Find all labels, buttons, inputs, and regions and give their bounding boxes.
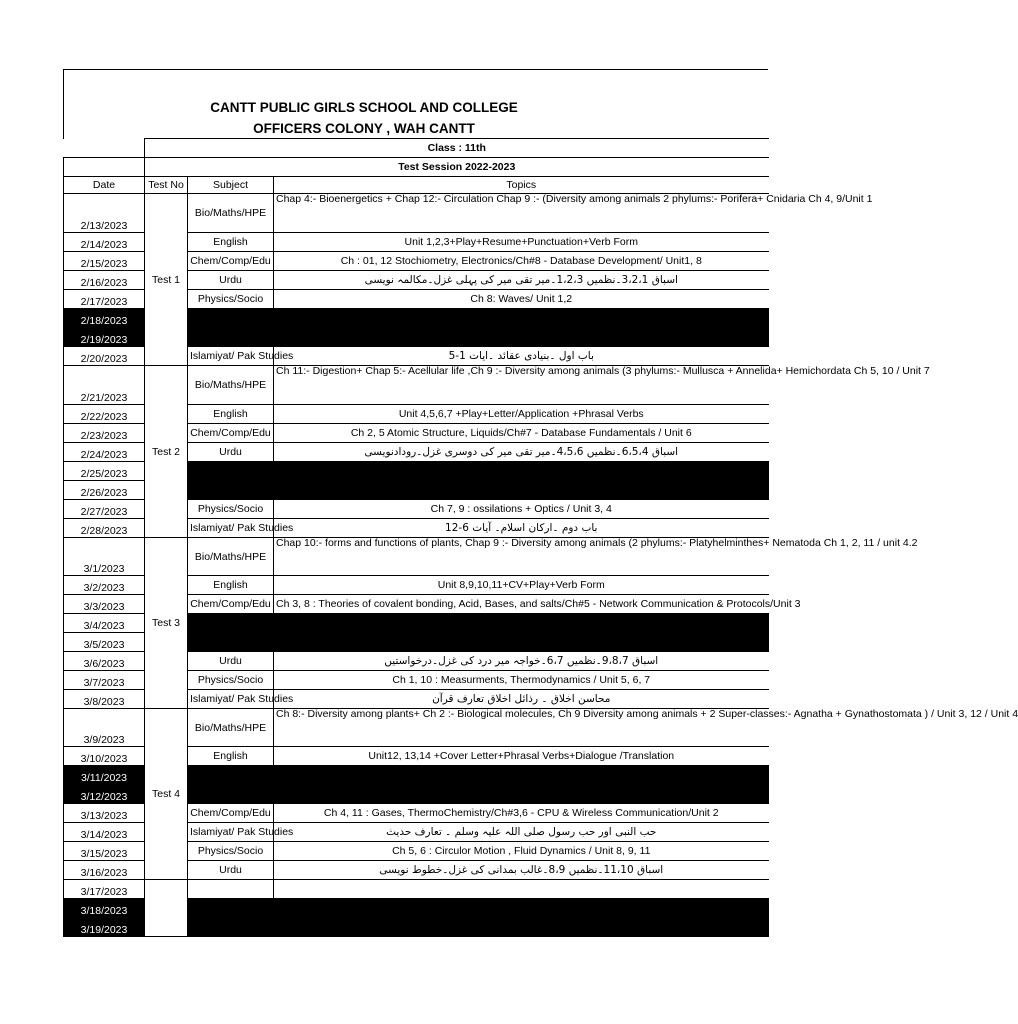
date-cell: 2/28/2023 xyxy=(64,519,145,538)
test-no-cell: Test 2 xyxy=(145,366,188,538)
title-block xyxy=(63,69,768,139)
subject-cell: Islamiyat/ Pak Studies xyxy=(188,690,274,709)
topic-cell: اسباق 3،2،1۔نظمیں 1،2،3۔میر تقی میر کی پہلی غزل۔مکالمہ نویسی xyxy=(274,271,769,290)
date-cell: 2/25/2023 xyxy=(64,462,145,481)
topic-cell: Ch 7, 9 : ossilations + Optics / Unit 3, 4 xyxy=(274,500,769,519)
topic-cell: اسباق 11،10۔نظمیں 8،9۔غالب بمدانی کی غزل۔خطوط نویسی xyxy=(274,861,769,880)
class-row xyxy=(64,139,769,158)
date-cell: 3/16/2023 xyxy=(64,861,145,880)
column-header-row xyxy=(64,177,769,194)
topic-cell: Unit12, 13,14 +Cover Letter+Phrasal Verbs+Dialogue /Translation xyxy=(274,747,769,766)
date-cell: 3/4/2023 xyxy=(64,614,145,633)
schedule-table xyxy=(63,138,1018,937)
topic-cell: Ch : 01, 12 Stochiometry, Electronics/Ch#8 - Database Development/ Unit1, 8 xyxy=(274,252,769,271)
topic-cell: Ch 2, 5 Atomic Structure, Liquids/Ch#7 - Database Fundamentals / Unit 6 xyxy=(274,424,769,443)
date-cell: 3/18/2023 xyxy=(64,899,145,918)
school-name: CANTT PUBLIC GIRLS SCHOOL AND COLLEGE xyxy=(210,100,518,115)
date-cell: 3/9/2023 xyxy=(64,709,145,747)
subject-cell: Bio/Maths/HPE xyxy=(188,709,274,747)
test-no-cell: Test 4 xyxy=(145,709,188,880)
subject-cell: Physics/Socio xyxy=(188,500,274,519)
subject-cell: Physics/Socio xyxy=(188,290,274,309)
subject-cell: Physics/Socio xyxy=(188,842,274,861)
date-cell: 3/11/2023 xyxy=(64,766,145,785)
topic-cell: Unit 8,9,10,11+CV+Play+Verb Form xyxy=(274,576,769,595)
holiday-block xyxy=(188,766,769,804)
topic-cell: اسباق 6،5،4۔نظمیں 4،5،6۔میر تقی میر کی دوسری غزل۔رودادنویسی xyxy=(274,443,769,462)
date-cell: 2/13/2023 xyxy=(64,194,145,233)
topic-cell xyxy=(274,880,769,899)
subject-cell: English xyxy=(188,233,274,252)
topic-cell: Chap 4:- Bioenergetics + Chap 12:- Circulation Chap 9 :- (Diversity among animals 2 phylums:- Porifera+ Cnidaria Ch 4, 9/Unit 1 xyxy=(274,194,769,233)
school-location: OFFICERS COLONY , WAH CANTT xyxy=(253,121,475,136)
date-cell: 2/15/2023 xyxy=(64,252,145,271)
date-cell: 2/16/2023 xyxy=(64,271,145,290)
subject-cell: English xyxy=(188,576,274,595)
date-cell: 3/5/2023 xyxy=(64,633,145,652)
date-cell: 3/6/2023 xyxy=(64,652,145,671)
date-cell: 3/8/2023 xyxy=(64,690,145,709)
subject-cell: Bio/Maths/HPE xyxy=(188,538,274,576)
topic-cell: باب دوم ۔ارکان اسلام۔ آیات 6-12 xyxy=(274,519,769,538)
date-cell: 2/19/2023 xyxy=(64,328,145,347)
topic-cell: باب اول ۔بنیادی عقائد ۔ایات 1-5 xyxy=(274,347,769,366)
date-cell: 2/20/2023 xyxy=(64,347,145,366)
topic-cell: Ch 8:- Diversity among plants+ Ch 2 :- Biological molecules, Ch 9 Diversity among animals + 2 Super-classes:- Agnatha + Gynathostomata ) / Unit 3, 12 / Unit 4 xyxy=(274,709,769,747)
date-cell: 3/10/2023 xyxy=(64,747,145,766)
date-cell: 2/21/2023 xyxy=(64,366,145,405)
date-cell: 3/7/2023 xyxy=(64,671,145,690)
subject-cell xyxy=(188,880,274,899)
table-row xyxy=(64,366,769,405)
date-cell: 2/18/2023 xyxy=(64,309,145,328)
topic-cell: Ch 8: Waves/ Unit 1,2 xyxy=(274,290,769,309)
table-row xyxy=(64,709,769,747)
topics-column-header: Topics xyxy=(274,177,769,194)
test-no-cell: Test 3 xyxy=(145,538,188,709)
session-row xyxy=(64,158,769,177)
test-no-column-header: Test No xyxy=(145,177,188,194)
date-cell: 2/14/2023 xyxy=(64,233,145,252)
subject-cell: Chem/Comp/Edu xyxy=(188,804,274,823)
subject-cell: Urdu xyxy=(188,861,274,880)
session-label: Test Session 2022-2023 xyxy=(145,158,769,177)
holiday-block xyxy=(188,309,769,347)
topic-cell: اسباق 9،8،7۔نظمیں 6،7۔خواجہ میر درد کی غزل۔درخواستیں xyxy=(274,652,769,671)
subject-cell: Islamiyat/ Pak Studies xyxy=(188,823,274,842)
subject-cell: Bio/Maths/HPE xyxy=(188,366,274,405)
subject-cell: English xyxy=(188,747,274,766)
test-no-cell: Test 1 xyxy=(145,194,188,366)
subject-column-header: Subject xyxy=(188,177,274,194)
table-row xyxy=(64,194,769,233)
date-cell: 3/13/2023 xyxy=(64,804,145,823)
date-cell: 3/2/2023 xyxy=(64,576,145,595)
date-cell: 3/15/2023 xyxy=(64,842,145,861)
subject-cell: Urdu xyxy=(188,652,274,671)
subject-cell: English xyxy=(188,405,274,424)
topic-cell: Ch 1, 10 : Measurments, Thermodynamics / Unit 5, 6, 7 xyxy=(274,671,769,690)
topic-cell: حب النبی اور حب رسول صلی اللہ علیہ وسلم ۔ تعارف حدیث xyxy=(274,823,769,842)
date-column-header: Date xyxy=(64,177,145,194)
subject-cell: Physics/Socio xyxy=(188,671,274,690)
date-cell: 3/17/2023 xyxy=(64,880,145,899)
date-cell: 3/19/2023 xyxy=(64,918,145,937)
topic-cell: Ch 5, 6 : Circulor Motion , Fluid Dynamics / Unit 8, 9, 11 xyxy=(274,842,769,861)
date-cell: 2/26/2023 xyxy=(64,481,145,500)
timetable-sheet xyxy=(63,69,1018,936)
topic-cell: Ch 11:- Digestion+ Chap 5:- Acellular life ,Ch 9 :- Diversity among animals (3 phylums:- Mullusca + Annelida+ Hemichordata Ch 5, 10 / Unit 7 xyxy=(274,366,769,405)
subject-cell: Chem/Comp/Edu xyxy=(188,424,274,443)
topic-cell: Chap 10:- forms and functions of plants, Chap 9 :- Diversity among animals (2 phylums:- Platyhelminthes+ Nematoda Ch 1, 2, 11 / unit 4.2 xyxy=(274,538,769,576)
date-cell: 3/12/2023 xyxy=(64,785,145,804)
subject-cell: Urdu xyxy=(188,443,274,462)
topic-cell: Ch 4, 11 : Gases, ThermoChemistry/Ch#3,6 - CPU & Wireless Communication/Unit 2 xyxy=(274,804,769,823)
holiday-block xyxy=(188,614,769,652)
subject-cell: Islamiyat/ Pak Studies xyxy=(188,347,274,366)
date-cell: 2/23/2023 xyxy=(64,424,145,443)
table-row xyxy=(64,538,769,576)
date-cell: 2/17/2023 xyxy=(64,290,145,309)
topic-cell: Unit 1,2,3+Play+Resume+Punctuation+Verb Form xyxy=(274,233,769,252)
holiday-block xyxy=(188,462,769,500)
subject-cell: Chem/Comp/Edu xyxy=(188,595,274,614)
date-cell: 2/24/2023 xyxy=(64,443,145,462)
date-cell: 3/14/2023 xyxy=(64,823,145,842)
date-cell: 3/1/2023 xyxy=(64,538,145,576)
test-no-cell xyxy=(145,880,188,937)
table-row xyxy=(64,880,769,899)
topic-cell: Unit 4,5,6,7 +Play+Letter/Application +Phrasal Verbs xyxy=(274,405,769,424)
subject-cell: Bio/Maths/HPE xyxy=(188,194,274,233)
date-cell: 2/27/2023 xyxy=(64,500,145,519)
subject-cell: Chem/Comp/Edu xyxy=(188,252,274,271)
date-cell: 2/22/2023 xyxy=(64,405,145,424)
holiday-block xyxy=(188,899,769,937)
class-label: Class : 11th xyxy=(145,139,769,158)
topic-cell: محاسن اخلاق ۔ رذائل اخلاق تعارف قرآن xyxy=(274,690,769,709)
topic-cell: Ch 3, 8 : Theories of covalent bonding, Acid, Bases, and salts/Ch#5 - Network Communication & Protocols/Unit 3 xyxy=(274,595,769,614)
date-cell: 3/3/2023 xyxy=(64,595,145,614)
subject-cell: Urdu xyxy=(188,271,274,290)
subject-cell: Islamiyat/ Pak Studies xyxy=(188,519,274,538)
